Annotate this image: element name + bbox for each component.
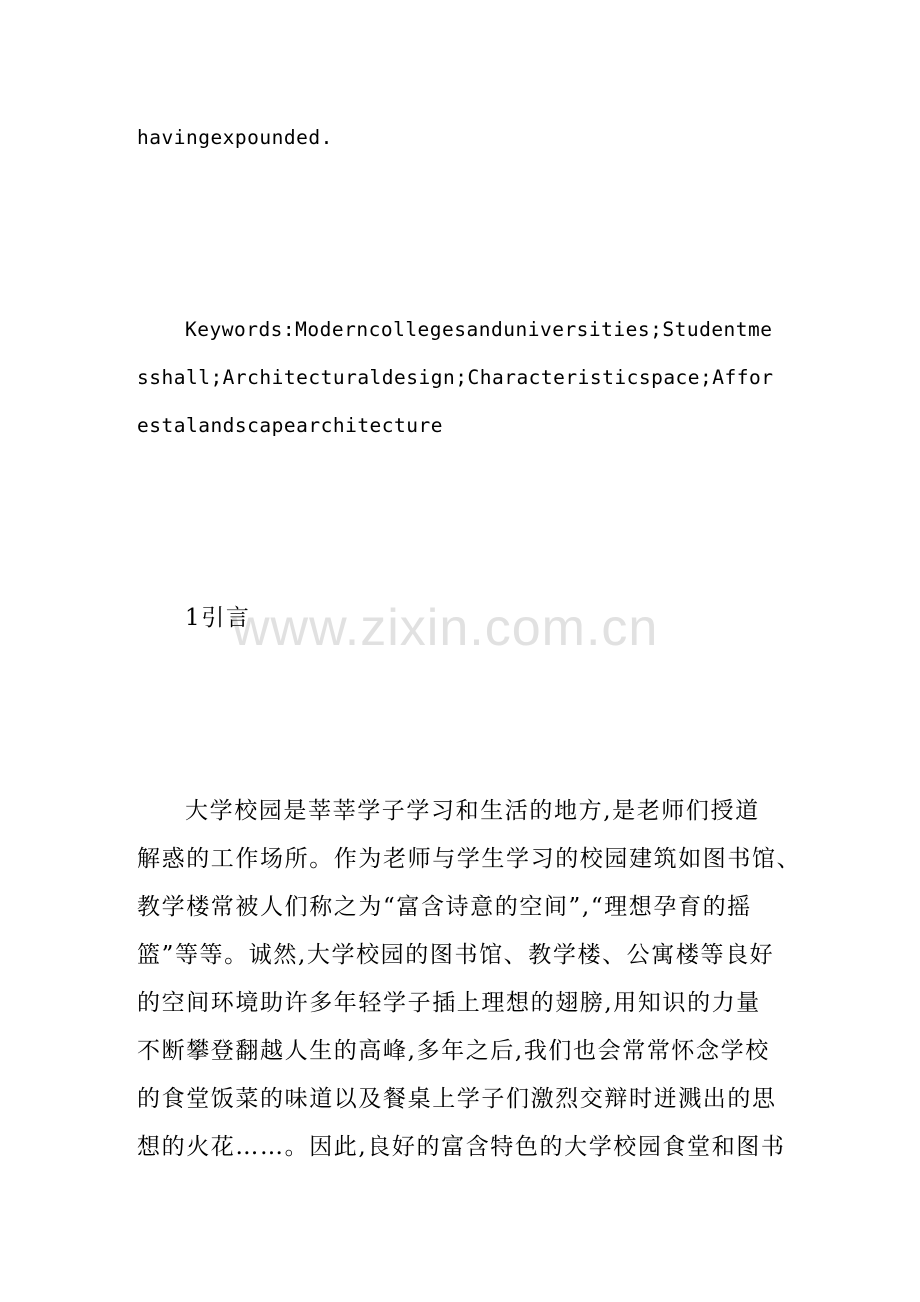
keywords-line-1: Keywords:Moderncollegesanduniversities;Studentme bbox=[185, 318, 773, 341]
body-line-4: 篮”等等。诚然,大学校园的图书馆、教学楼、公寓楼等良好 bbox=[137, 942, 775, 968]
body-line-5: 的空间环境助许多年轻学子插上理想的翅膀,用知识的力量 bbox=[137, 990, 761, 1016]
section-heading: 1引言 bbox=[185, 605, 251, 631]
keywords-line-2: sshall;Architecturaldesign;Characteristicspace;Affor bbox=[137, 366, 774, 389]
abstract-tail: havingexpounded. bbox=[137, 126, 333, 149]
body-line-2: 解惑的工作场所。作为老师与学生学习的校园建筑如图书馆、 bbox=[137, 846, 802, 872]
keywords-line-3: estalandscapearchitecture bbox=[137, 414, 443, 437]
body-line-7: 的食堂饭菜的味道以及餐桌上学子们激烈交辩时迸溅出的思 bbox=[137, 1086, 777, 1112]
watermark: www.zixin.com.cn bbox=[232, 599, 659, 657]
body-line-6: 不断攀登翻越人生的高峰,多年之后,我们也会常常怀念学校 bbox=[137, 1038, 770, 1064]
body-line-1: 大学校园是莘莘学子学习和生活的地方,是老师们授道 bbox=[185, 798, 760, 824]
body-line-8: 想的火花……。因此,良好的富含特色的大学校园食堂和图书 bbox=[137, 1134, 786, 1160]
body-line-3: 教学楼常被人们称之为“富含诗意的空间”,“理想孕育的摇 bbox=[137, 894, 752, 920]
